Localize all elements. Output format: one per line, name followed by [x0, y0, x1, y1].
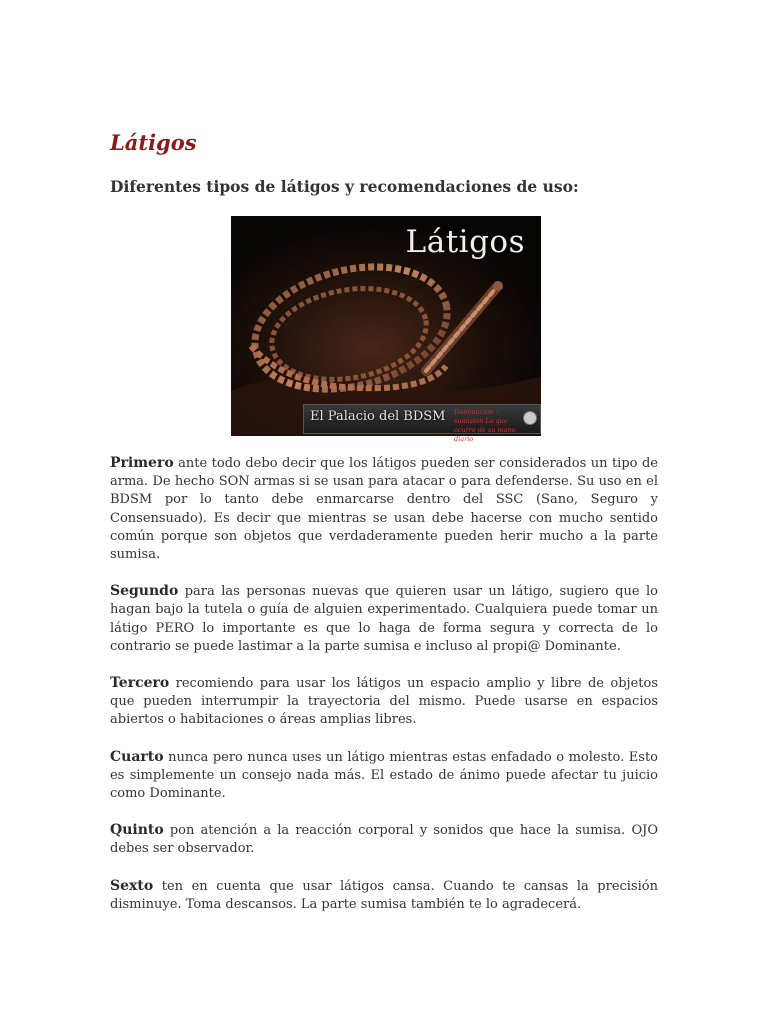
- paragraph-text: nunca pero nunca uses un látigo mientras estas enfadado o molesto. Esto es simplemente un consejo nada más. El estado de ánimo puede afectar tu juicio como Dominante.: [110, 749, 658, 802]
- brand-banner: [303, 404, 541, 443]
- paragraph-text: ten en cuenta que usar látigos cansa. Cuando te cansas la precisión disminuye. Toma descansos. La parte sumisa también te lo agradecerá.: [110, 878, 658, 912]
- recommendations: [110, 454, 658, 914]
- brand-logo-text: El Palacio del BDSM: [310, 409, 446, 424]
- brand-tagline: Dominación · sumisión Lo que ocurre de su mano diario: [454, 408, 516, 443]
- paragraph-cuarto: [110, 748, 658, 804]
- page-subtitle: Diferentes tipos de látigos y recomendaciones de uso:: [110, 177, 579, 196]
- paragraph-segundo: [110, 582, 658, 656]
- paragraph-tercero: [110, 674, 658, 730]
- paragraph-primero: [110, 454, 658, 564]
- paragraph-lead: Quinto: [110, 822, 164, 839]
- document-page: [110, 128, 658, 932]
- paragraph-lead: Cuarto: [110, 748, 164, 765]
- paragraph-lead: Sexto: [110, 877, 154, 894]
- paragraph-text: ante todo debo decir que los látigos pueden ser considerados un tipo de arma. De hecho SON armas si se usan para atacar o para defenderse. Su uso en el BDSM por lo tanto debe enmarcarse dentro del SSC (Sano, Seguro y Consensuado). Es decir que mientras se usan debe hacerse con mucho sentido común porque son objetos que verdaderamente pueden herir mucho a la parte sumisa.: [110, 456, 658, 563]
- emblem-icon: [523, 411, 537, 425]
- paragraph-lead: Tercero: [110, 675, 170, 692]
- image-title: Látigos: [405, 224, 525, 260]
- whip-illustration: [231, 216, 541, 443]
- paragraph-text: pon atención a la reacción corporal y sonidos que hace la sumisa. OJO debes ser observador.: [110, 823, 658, 857]
- paragraph-sexto: [110, 877, 658, 914]
- paragraph-lead: Primero: [110, 455, 174, 471]
- paragraph-lead: Segundo: [110, 583, 179, 600]
- paragraph-quinto: [110, 821, 658, 858]
- paragraph-text: para las personas nuevas que quieren usar un látigo, sugiero que lo hagan bajo la tutela o guía de alguien experimentado. Cualquiera puede tomar un látigo PERO lo importante es que lo haga de forma segura y correcta de lo contrario se puede lastimar a la parte sumisa e incluso al propi@ Dominante.: [110, 584, 658, 654]
- page-title: Látigos: [110, 130, 197, 155]
- paragraph-text: recomiendo para usar los látigos un espacio amplio y libre de objetos que pueden interrumpir la trayectoria del mismo. Puede usarse en espacios abiertos o habitaciones o áreas amplias libres.: [110, 676, 658, 728]
